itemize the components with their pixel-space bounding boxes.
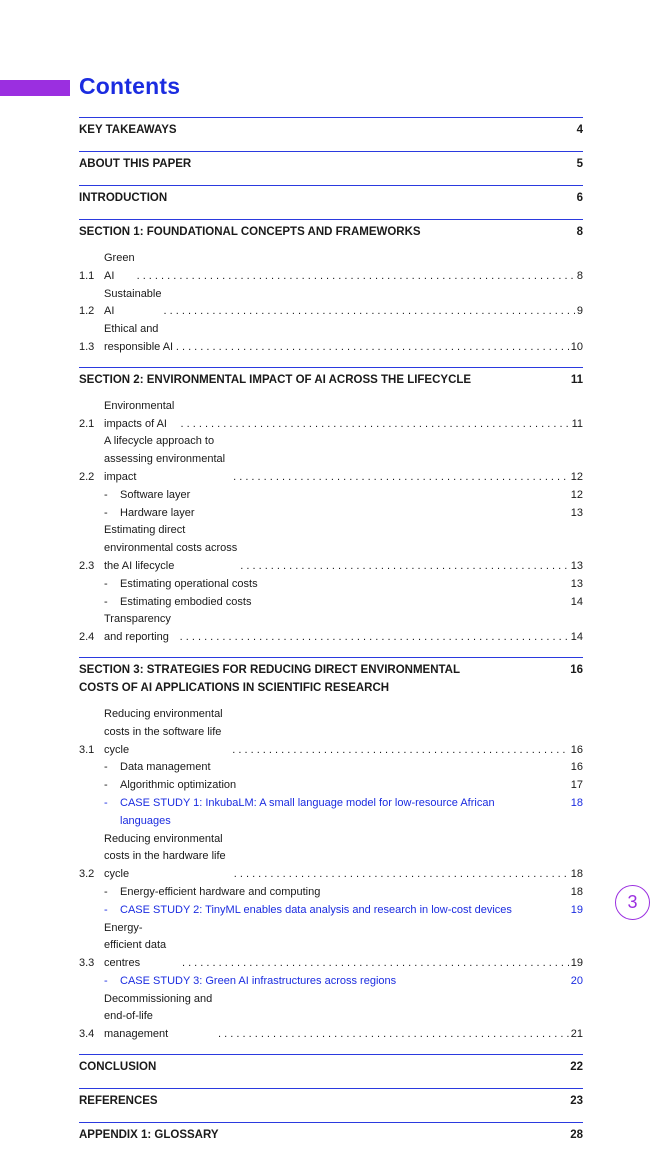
entry-page: 20 bbox=[570, 974, 583, 987]
entry-text: Hardware layer bbox=[120, 506, 195, 519]
entry-page: 9 bbox=[576, 305, 583, 318]
section-title: KEY TAKEAWAYS bbox=[79, 124, 177, 136]
section-page: 28 bbox=[570, 1129, 583, 1142]
section-title: REFERENCES bbox=[79, 1095, 158, 1108]
section-1-entries bbox=[79, 250, 583, 357]
entry-bullet: - bbox=[104, 506, 108, 519]
toc-entry-3-3[interactable] bbox=[79, 920, 583, 973]
toc-entry-2-4[interactable] bbox=[79, 611, 583, 647]
toc-entry-2-1[interactable] bbox=[79, 398, 583, 434]
toc-subentry-operational-costs[interactable] bbox=[79, 576, 583, 594]
entry-page: 13 bbox=[570, 559, 583, 572]
entry-number: 1.1 bbox=[79, 269, 95, 282]
entry-page: 18 bbox=[570, 868, 583, 881]
entry-page: 13 bbox=[570, 577, 583, 590]
toc-entry-1-3[interactable] bbox=[79, 321, 583, 357]
entry-number: 1.3 bbox=[79, 340, 95, 353]
toc-entry-1-1[interactable] bbox=[79, 250, 583, 286]
entry-bullet: - bbox=[104, 595, 108, 608]
entry-text: Estimating operational costs bbox=[120, 577, 258, 590]
toc-introduction[interactable] bbox=[79, 185, 583, 219]
dot-leader bbox=[176, 339, 569, 357]
entry-text: Data management bbox=[120, 761, 211, 774]
dot-leader bbox=[182, 955, 569, 973]
dot-leader bbox=[180, 629, 569, 647]
entry-text: Reducing environmental costs in the hardware life cycle bbox=[104, 832, 226, 881]
toc-subentry-data-management[interactable] bbox=[79, 759, 583, 777]
section-title: INTRODUCTION bbox=[79, 192, 168, 204]
entry-page: 14 bbox=[570, 595, 583, 608]
entry-text: CASE STUDY 1: InkubaLM: A small language model for low-resource African languages bbox=[120, 796, 495, 827]
entry-bullet: - bbox=[104, 577, 108, 590]
entry-text: Transparency and reporting bbox=[104, 613, 171, 644]
toc-entry-3-1[interactable] bbox=[79, 706, 583, 759]
dot-leader bbox=[137, 268, 575, 286]
entry-number: 2.3 bbox=[79, 559, 95, 572]
entry-page: 17 bbox=[570, 779, 583, 792]
entry-bullet: - bbox=[104, 761, 108, 774]
entry-page: 16 bbox=[570, 743, 583, 756]
entry-text: Estimating direct environmental costs across the AI lifecycle bbox=[104, 524, 238, 572]
section-page: 16 bbox=[570, 663, 583, 676]
entry-bullet: - bbox=[104, 779, 108, 792]
entry-text: A lifecycle approach to assessing environmental impact bbox=[104, 435, 226, 483]
section-page: 11 bbox=[570, 373, 583, 386]
toc-conclusion[interactable] bbox=[79, 1054, 583, 1088]
entry-page: 11 bbox=[571, 417, 583, 430]
toc-case-study-3-link[interactable] bbox=[79, 973, 583, 991]
section-3-entries bbox=[79, 706, 583, 1044]
toc-entry-2-2[interactable] bbox=[79, 433, 583, 486]
entry-page: 10 bbox=[570, 340, 583, 353]
toc-entry-1-2[interactable] bbox=[79, 286, 583, 322]
toc-subentry-embodied-costs[interactable] bbox=[79, 594, 583, 612]
entry-page: 13 bbox=[570, 506, 583, 519]
toc-about-this-paper[interactable] bbox=[79, 151, 583, 185]
entry-page: 19 bbox=[570, 903, 583, 916]
entry-number: 3.4 bbox=[79, 1028, 95, 1041]
entry-number: 1.2 bbox=[79, 305, 95, 318]
entry-text: Algorithmic optimization bbox=[120, 779, 237, 792]
dot-leader bbox=[240, 558, 569, 576]
section-title: APPENDIX 1: GLOSSARY bbox=[79, 1129, 219, 1142]
entry-page: 18 bbox=[570, 885, 583, 898]
toc-section-2[interactable] bbox=[79, 367, 583, 401]
entry-page: 19 bbox=[570, 957, 583, 970]
entry-page: 16 bbox=[570, 761, 583, 774]
section-title: SECTION 1: FOUNDATIONAL CONCEPTS AND FRAMEWORKS bbox=[79, 226, 421, 238]
entry-page: 21 bbox=[570, 1028, 583, 1041]
entry-number: 2.2 bbox=[79, 470, 95, 483]
toc-subentry-hardware-layer[interactable] bbox=[79, 505, 583, 523]
toc-section-3[interactable] bbox=[79, 657, 583, 709]
accent-bar bbox=[0, 80, 70, 96]
entry-page: 12 bbox=[570, 488, 583, 501]
entry-text: Environmental impacts of AI bbox=[104, 399, 175, 430]
entry-text: CASE STUDY 2: TinyML enables data analysis and research in low-cost devices bbox=[120, 903, 512, 916]
entry-page: 14 bbox=[570, 631, 583, 644]
entry-text: Ethical and responsible AI bbox=[104, 323, 174, 353]
toc-references[interactable] bbox=[79, 1088, 583, 1122]
section-title: SECTION 3: STRATEGIES FOR REDUCING DIRECT ENVIRONMENTAL COSTS OF AI APPLICATIONS IN SCIENTIFIC RESEARCH bbox=[79, 663, 460, 694]
entry-text: Energy-efficient hardware and computing bbox=[120, 885, 321, 898]
toc-entry-2-3[interactable] bbox=[79, 522, 583, 575]
section-title: SECTION 2: ENVIRONMENTAL IMPACT OF AI ACROSS THE LIFECYCLE bbox=[79, 373, 472, 386]
section-2-entries bbox=[79, 398, 583, 647]
entry-page: 8 bbox=[576, 269, 583, 282]
toc-section-1[interactable] bbox=[79, 219, 583, 253]
section-title: CONCLUSION bbox=[79, 1061, 157, 1074]
dot-leader bbox=[233, 469, 569, 487]
entry-bullet: - bbox=[104, 488, 108, 501]
dot-leader bbox=[181, 416, 570, 434]
table-of-contents bbox=[79, 117, 583, 1156]
section-page: 22 bbox=[570, 1061, 583, 1074]
entry-bullet: - bbox=[104, 974, 108, 987]
dot-leader bbox=[164, 303, 575, 321]
entry-text: Energy-efficient data centres bbox=[104, 921, 167, 970]
entry-text: Green AI bbox=[104, 252, 135, 282]
toc-subentry-software-layer[interactable] bbox=[79, 487, 583, 505]
entry-text: CASE STUDY 3: Green AI infrastructures across regions bbox=[120, 974, 397, 987]
section-page: 8 bbox=[576, 226, 583, 238]
page-number-badge: 3 bbox=[615, 885, 650, 920]
toc-subentry-energy-efficient-hardware[interactable] bbox=[79, 884, 583, 902]
entry-page: 18 bbox=[570, 796, 583, 809]
section-page: 6 bbox=[576, 192, 583, 204]
entry-number: 2.4 bbox=[79, 631, 95, 644]
entry-bullet: - bbox=[104, 796, 108, 809]
entry-text: Software layer bbox=[120, 488, 191, 501]
toc-appendix-glossary[interactable] bbox=[79, 1122, 583, 1156]
page-title: Contents bbox=[79, 73, 181, 99]
dot-leader bbox=[218, 1026, 569, 1044]
toc-entry-3-2[interactable] bbox=[79, 831, 583, 884]
entry-page: 12 bbox=[570, 470, 583, 483]
dot-leader bbox=[234, 866, 569, 884]
entry-bullet: - bbox=[104, 903, 108, 916]
toc-subentry-algorithmic-optimization[interactable] bbox=[79, 777, 583, 795]
entry-text: Estimating embodied costs bbox=[120, 595, 252, 608]
entry-number: 3.1 bbox=[79, 743, 95, 756]
entry-number: 2.1 bbox=[79, 417, 95, 430]
section-page: 23 bbox=[570, 1095, 583, 1108]
entry-number: 3.2 bbox=[79, 868, 95, 881]
toc-case-study-2-link[interactable] bbox=[79, 902, 583, 920]
entry-text: Reducing environmental costs in the software life cycle bbox=[104, 707, 223, 756]
section-page: 5 bbox=[576, 158, 583, 170]
section-page: 4 bbox=[576, 124, 583, 136]
toc-entry-3-4[interactable] bbox=[79, 991, 583, 1044]
entry-text: Sustainable AI bbox=[104, 287, 162, 318]
section-title: ABOUT THIS PAPER bbox=[79, 158, 192, 170]
dot-leader bbox=[232, 742, 569, 760]
toc-case-study-1-link[interactable] bbox=[79, 795, 583, 831]
toc-key-takeaways[interactable] bbox=[79, 117, 583, 151]
entry-text: Decommissioning and end-of-life management bbox=[104, 992, 213, 1041]
entry-number: 3.3 bbox=[79, 957, 95, 970]
entry-bullet: - bbox=[104, 885, 108, 898]
